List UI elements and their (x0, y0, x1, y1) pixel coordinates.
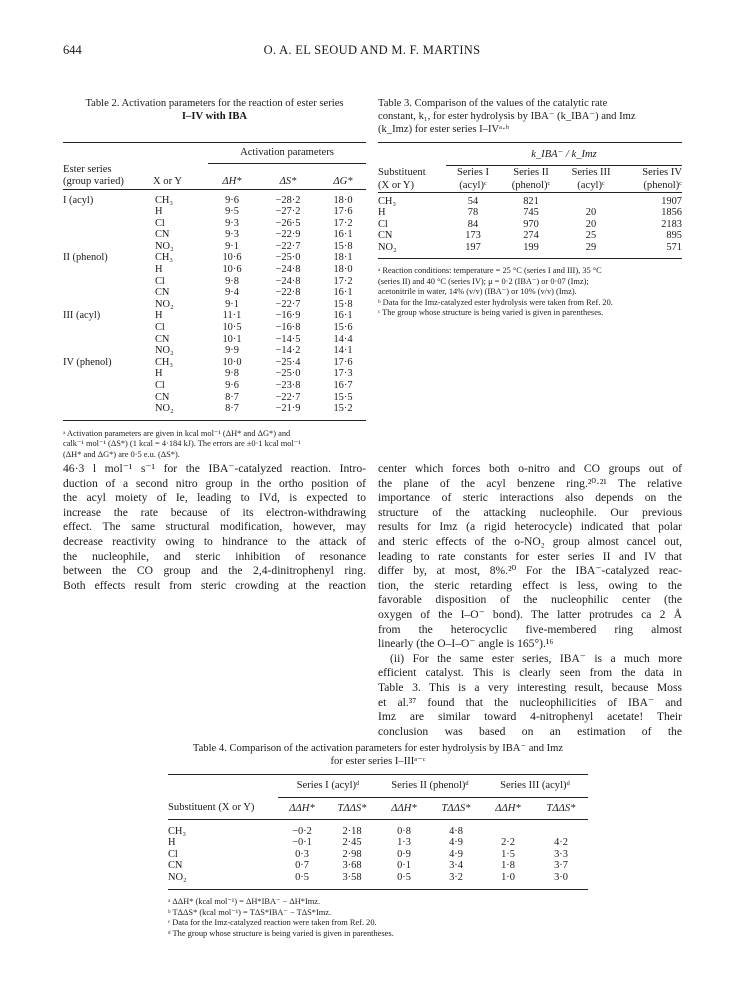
table-row (63, 322, 366, 334)
body-text-left (63, 462, 366, 593)
table-2-dh-cell: 9·8 (225, 368, 239, 380)
table-2-substituent-cell: H (155, 310, 163, 322)
table-4-value-cell: 0·9 (397, 848, 411, 860)
table-4-col-tdds-2: TΔΔS* (441, 802, 471, 814)
table-row (63, 334, 366, 346)
table-2-series-cell (63, 264, 153, 276)
table-3-caption-line-2: constant, k₁, for ester hydrolysis by IBA⁻ (k_IBA⁻) and Imz (378, 111, 636, 122)
table-2-series-cell (63, 218, 153, 230)
table-2-ds-cell: −27·2 (275, 206, 301, 218)
table-2-substituent-cell: H (155, 206, 163, 218)
table-4-value-cell: 2·18 (342, 825, 362, 837)
table-2-series-cell (63, 322, 153, 334)
table-2-dg-cell: 17·6 (333, 206, 353, 218)
table-4-value-cell (482, 826, 534, 838)
table-2-ds-cell: −28·2 (275, 194, 301, 206)
table-3-col-s1-2: (acyl)ᶜ (459, 179, 487, 191)
table-4-value-cell: −0·2 (292, 825, 312, 837)
table-3-caption-line-3: (k_Imz) for ester series I–IVᵃ·ᵇ (378, 124, 509, 135)
body-text-right-line: favorable disposition of the nucleophilic center (the (378, 593, 682, 607)
table-2 (63, 97, 366, 460)
table-2-dg-cell: 15·2 (333, 403, 353, 415)
table-2-ds-cell: −14·2 (275, 345, 301, 357)
table-2-substituent-cell: CN (155, 333, 170, 345)
table-4-footnote-d: ᵈ The group whose structure is being varied is given in parentheses. (168, 928, 394, 938)
table-3-series-2-cell: 199 (523, 241, 539, 253)
table-2-substituent-cell: NO₂ (155, 240, 174, 252)
table-2-substituent-cell: NO₂ (155, 298, 174, 310)
table-3-col-s3: Series III (571, 166, 611, 178)
table-2-col-dg: ΔG* (333, 176, 353, 188)
table-4-grid (168, 775, 588, 890)
table-2-dg-cell: 17·2 (333, 275, 353, 287)
table-2-dh-cell: 9·6 (225, 380, 239, 391)
table-2-series-cell (63, 403, 153, 415)
table-2-dg-cell: 18·0 (333, 264, 353, 276)
table-3-caption (378, 97, 682, 136)
table-2-series-cell (63, 345, 153, 357)
table-4-value-cell: 4·9 (449, 848, 463, 860)
table-2-group-header: Activation parameters (208, 143, 366, 163)
table-2-substituent-cell: CH₃ (155, 252, 174, 264)
table-3-substituent-cell: CN (378, 230, 393, 242)
body-text-right-line: and steric effects of the o-NO₂ group almost cancel out, (378, 534, 682, 548)
table-4-value-cell (534, 826, 588, 838)
table-2-caption (63, 97, 366, 123)
table-4-value-cell: 0·1 (397, 860, 411, 872)
table-3-series-3-cell: 20 (585, 218, 597, 230)
body-text-right-line: structure of the attacking nucleophile. Our previous (378, 505, 682, 519)
table-2-series-cell (63, 229, 153, 241)
table-2-ds-cell: −14·5 (275, 333, 301, 345)
table-3-body (378, 196, 682, 254)
table-row (63, 345, 366, 357)
table-2-substituent-cell: CH₃ (155, 356, 174, 368)
table-row (63, 206, 366, 218)
table-3-col-s1: Series I (456, 166, 490, 178)
table-4-value-cell: 0·3 (295, 848, 309, 860)
table-4-substituent-cell: CN (168, 860, 183, 872)
body-text-right (378, 462, 682, 739)
table-2-substituent-cell: Cl (155, 322, 165, 334)
table-3-series-3-cell (562, 196, 620, 208)
table-4-substituent-cell: NO₂ (168, 871, 187, 883)
table-3-series-3-cell: 25 (585, 230, 597, 242)
table-4-value-cell: 3·68 (342, 860, 362, 872)
table-2-dh-cell: 10·6 (222, 264, 242, 276)
table-2-substituent-cell: NO₂ (155, 345, 174, 357)
table-row (378, 196, 682, 208)
table-3-grid (378, 143, 682, 259)
table-4-col-tdds-1: TΔΔS* (337, 802, 367, 814)
table-2-substituent-cell: Cl (155, 217, 165, 229)
table-row (63, 252, 366, 264)
table-2-dh-cell: 9·1 (225, 298, 239, 310)
body-text-right-line: efficient catalyst. This is clearly seen from the data in (378, 666, 682, 680)
table-2-ds-cell: −22·9 (275, 229, 301, 241)
table-4-substituent-cell: CH₃ (168, 825, 187, 837)
table-4-value-cell: 0·5 (397, 871, 411, 883)
table-3-col-s4-2: (phenol)ᶜ (643, 179, 682, 191)
table-2-ds-cell: −22·7 (275, 240, 301, 252)
table-2-footnote-line-3: (ΔH* and ΔG*) are 0·5 e.u. (ΔS*). (63, 449, 180, 459)
body-text-left-line: the nucleophile, and steric inhibition of resonance (63, 549, 366, 563)
table-2-substituent-cell: Cl (155, 275, 165, 287)
table-4-value-cell: 3·0 (554, 871, 568, 883)
table-2-series-cell (63, 299, 153, 311)
table-2-dg-cell: 16·1 (333, 287, 353, 299)
table-row (63, 229, 366, 241)
body-text-right-line: leading to rate constants for ester series II and IV that (378, 549, 682, 563)
table-2-dh-cell: 10·6 (222, 252, 242, 264)
table-3-series-4-cell: 895 (666, 230, 682, 242)
table-2-series-cell (63, 276, 153, 288)
running-header (63, 43, 681, 63)
table-2-series-cell (63, 206, 153, 218)
table-2-ds-cell: −16·8 (275, 322, 301, 334)
body-text-left-line: 46·3 l mol⁻¹ s⁻¹ for the IBA⁻-catalyzed reaction. Intro- (63, 462, 366, 475)
table-4-col-sub: Substituent (X or Y) (168, 802, 255, 814)
table-2-series-cell (63, 392, 153, 404)
table-4-value-cell: 1·0 (501, 871, 515, 883)
table-2-dh-cell: 10·0 (222, 356, 242, 368)
table-3-ratio-header: k_IBA⁻ / k_Imz (446, 143, 682, 165)
body-text-right-line: et al.³⁷ found that the nucleophilicities of IBA⁻ and (378, 695, 682, 709)
table-2-substituent-cell: CN (155, 287, 170, 299)
table-4-value-cell: 3·4 (449, 860, 463, 872)
table-3-series-2-cell: 274 (523, 230, 539, 242)
table-2-substituent-cell: CH₃ (155, 194, 174, 206)
table-2-ds-cell: −24·8 (275, 264, 301, 276)
table-4-value-cell: 2·98 (342, 848, 362, 860)
table-2-substituent-cell: Cl (155, 380, 165, 391)
table-2-dg-cell: 18·1 (333, 252, 353, 264)
table-3-series-2-cell: 745 (523, 207, 539, 219)
table-2-dh-cell: 8·7 (225, 391, 239, 403)
running-title: O. A. EL SEOUD AND M. F. MARTINS (263, 43, 481, 57)
body-text-right-line: from the heterocyclic five-membered ring almost (378, 622, 682, 636)
table-2-ds-cell: −25·4 (275, 356, 301, 368)
table-2-substituent-cell: CN (155, 391, 170, 403)
table-2-dg-cell: 16·1 (333, 310, 353, 322)
body-text-right-line: results for Imz (a rigid heterocycle) indicated that polar (378, 520, 682, 534)
table-row (168, 837, 588, 849)
table-4-value-cell: 4·8 (449, 825, 463, 837)
table-2-dg-cell: 16·1 (333, 229, 353, 241)
table-4-value-cell: 3·58 (342, 871, 362, 883)
table-2-dh-cell: 9·4 (225, 287, 239, 299)
table-2-footnote-line-2: calk⁻¹ mol⁻¹ (ΔS*) (1 kcal = 4·184 kJ). The errors are ±0·1 kcal mol⁻¹ (63, 439, 301, 449)
table-2-col-xy: X or Y (153, 176, 183, 188)
table-2-dh-cell: 9·3 (225, 229, 239, 241)
table-4-col-tdds-3: TΔΔS* (546, 802, 576, 814)
table-4 (168, 742, 588, 939)
table-row (63, 368, 366, 380)
table-2-series-cell: II (phenol) (63, 252, 108, 264)
table-3-series-1-cell: 84 (467, 218, 479, 230)
table-3-series-4-cell: 1907 (661, 195, 682, 207)
table-2-grid (63, 143, 366, 421)
table-2-dg-cell: 18·0 (333, 194, 353, 206)
table-3-footnote-a2: (series II) and 40 °C (series IV); μ = 0·2 (IBA⁻) or 0·07 (Imz); (378, 276, 589, 286)
table-4-value-cell: 0·5 (295, 871, 309, 883)
body-text-right-line: conclusion was based on an estimation of the (378, 724, 682, 738)
table-2-series-cell (63, 287, 153, 299)
table-3-footnote-a1: ᵃ Reaction conditions: temperature = 25 °C (series I and III), 35 °C (378, 266, 602, 276)
table-2-col-series: Ester series (63, 163, 112, 175)
table-3-col-s2-2: (phenol)ᶜ (511, 179, 551, 191)
table-2-dh-cell: 9·6 (225, 194, 239, 206)
body-text-right-line: the plane of the acyl benzene ring.²⁰·²¹ The relative (378, 476, 682, 490)
table-2-series-cell: IV (phenol) (63, 356, 112, 368)
table-4-col-ddh-3: ΔΔH* (495, 802, 521, 814)
table-2-col-ds: ΔS* (279, 176, 297, 188)
table-row (63, 195, 366, 207)
table-2-series-cell (63, 380, 153, 392)
table-row (63, 310, 366, 322)
table-row (63, 276, 366, 288)
table-2-dg-cell: 16·7 (333, 380, 353, 391)
table-2-substituent-cell: H (155, 264, 163, 276)
table-4-value-cell: 1·8 (501, 860, 515, 872)
table-2-ds-cell: −25·0 (275, 368, 301, 380)
table-row (63, 241, 366, 253)
table-2-footnote-line-1: ᵃ Activation parameters are given in kcal mol⁻¹ (ΔH* and ΔG*) and (63, 428, 291, 438)
table-2-dg-cell: 15·8 (333, 298, 353, 310)
table-2-dh-cell: 10·1 (222, 333, 242, 345)
table-2-dg-cell: 15·8 (333, 240, 353, 252)
table-4-col-ddh-1: ΔΔH* (289, 802, 315, 814)
table-4-value-cell: 1·5 (501, 848, 515, 860)
table-2-series-cell (63, 334, 153, 346)
table-2-series-cell: I (acyl) (63, 194, 94, 206)
body-text-right-line: oxygen of the I–O⁻ bond). The latter protrudes ca 2 Å (378, 607, 682, 621)
table-row (378, 207, 682, 219)
table-3-series-3-cell: 20 (585, 207, 597, 219)
body-text-left-line: between the CO group and the 2,4-dinitrophenyl ring. (63, 564, 366, 578)
table-3-series-4-cell: 571 (666, 241, 682, 253)
table-2-dh-cell: 9·1 (225, 240, 239, 252)
table-4-caption (168, 742, 588, 768)
table-2-footnote (63, 429, 366, 460)
table-4-value-cell: 4·2 (554, 837, 568, 849)
body-text-left-line: decrease reactivity owing to hindrance to the attack of (63, 534, 366, 548)
table-4-value-cell: −0·1 (292, 837, 312, 849)
table-4-value-cell: 3·7 (554, 860, 568, 872)
table-row (168, 860, 588, 872)
table-3-series-1-cell: 78 (467, 207, 479, 219)
table-3-series-3-cell: 29 (585, 241, 597, 253)
table-4-footnote-b: ᵇ TΔΔS* (kcal mol⁻¹) = TΔS*IBA⁻ − TΔS*Imz. (168, 907, 332, 917)
body-text-right-line: Table 3. This is a very interesting result, because Moss (378, 680, 682, 694)
page-number: 644 (63, 43, 82, 57)
table-3-series-2-cell: 970 (523, 218, 539, 230)
table-4-value-cell: 1·3 (397, 837, 411, 849)
table-row (378, 230, 682, 242)
table-3-footnote-a3: acetonitrile in water, 14% (v/v) (IBA⁻) or 10% (v/v) (Imz). (378, 287, 577, 297)
table-4-group-1: Series I (acyl)ᵈ (278, 775, 378, 797)
table-4-footnote-a: ᵃ ΔΔH* (kcal mol⁻¹) = ΔH*IBA⁻ − ΔH*Imz. (168, 897, 321, 907)
table-3-substituent-cell: CH₃ (378, 195, 397, 207)
table-3-series-1-cell: 54 (467, 195, 479, 207)
table-4-footnotes (168, 897, 588, 939)
body-text-right-line: (ii) For the same ester series, IBA⁻ is a much more (390, 651, 682, 665)
table-2-dg-cell: 17·3 (333, 368, 353, 380)
table-4-group-3: Series III (acyl)ᵈ (482, 775, 588, 797)
table-row (63, 392, 366, 404)
table-2-dg-cell: 15·5 (333, 391, 353, 403)
body-text-right-line: center which forces both o-nitro and CO groups out of (378, 462, 682, 475)
table-row (63, 403, 366, 415)
table-4-value-cell: 2·2 (501, 837, 515, 849)
table-2-ds-cell: −24·8 (275, 275, 301, 287)
table-2-substituent-cell: NO₂ (155, 403, 174, 415)
table-2-dh-cell: 9·3 (225, 217, 239, 229)
table-row (168, 872, 588, 884)
body-text-right-line: Imz are similar toward 4-nitrophenyl acetate! Their (378, 710, 682, 724)
table-2-dg-cell: 17·6 (333, 356, 353, 368)
table-2-ds-cell: −23·8 (275, 380, 301, 391)
table-3-series-4-cell: 2183 (661, 218, 682, 230)
table-3-footnotes (378, 266, 682, 318)
table-row (378, 242, 682, 254)
table-3-col-sub-2: (X or Y) (378, 179, 415, 191)
table-4-substituent-cell: Cl (168, 848, 178, 860)
table-2-dg-cell: 17·2 (333, 217, 353, 229)
table-2-ds-cell: −21·9 (275, 403, 301, 415)
table-3-footnote-c: ᶜ The group whose structure is being varied is given in parentheses. (378, 308, 604, 318)
table-2-ds-cell: −22·7 (275, 298, 301, 310)
table-3-substituent-cell: NO₂ (378, 241, 397, 253)
table-4-value-cell: 3·3 (554, 848, 568, 860)
table-2-dg-cell: 14·1 (333, 345, 353, 357)
table-2-dh-cell: 9·5 (225, 206, 239, 218)
table-4-group-2: Series II (phenol)ᵈ (378, 775, 482, 797)
table-3-series-4-cell: 1856 (661, 207, 682, 219)
table-3-substituent-cell: Cl (378, 218, 388, 230)
table-2-series-cell: III (acyl) (63, 310, 101, 322)
table-2-ds-cell: −16·9 (275, 310, 301, 322)
table-row (63, 218, 366, 230)
table-3-footnote-b: ᵇ Data for the Imz-catalyzed ester hydrolysis were taken from Ref. 20. (378, 297, 613, 307)
table-2-ds-cell: −22·7 (275, 391, 301, 403)
table-4-value-cell: 3·2 (449, 871, 463, 883)
table-2-ds-cell: −26·5 (275, 217, 301, 229)
table-row (63, 264, 366, 276)
table-2-caption-line-1: Table 2. Activation parameters for the reaction of ester series (85, 98, 344, 109)
table-2-body (63, 195, 366, 415)
table-2-series-cell (63, 368, 153, 380)
body-text-left-line: the acyl moiety of Ie, leading to IVd, is expected to (63, 491, 366, 505)
body-text-left-line: Both effects result from steric crowding at the reaction (63, 578, 366, 592)
table-3-col-s2: Series II (513, 166, 549, 178)
table-4-value-cell: 2·45 (342, 837, 362, 849)
table-4-value-cell: 0·8 (397, 825, 411, 837)
table-row (63, 380, 366, 392)
table-3 (378, 97, 682, 319)
table-2-caption-line-2: I–IV with IBA (181, 111, 248, 122)
table-3-series-1-cell: 197 (465, 241, 481, 253)
body-text-right-line: tion, the steric retarding effect is less, owing to the (378, 578, 682, 592)
table-4-body (168, 826, 588, 884)
table-2-dh-cell: 9·8 (225, 275, 239, 287)
table-3-col-s4: Series IV (642, 166, 682, 178)
table-3-substituent-cell: H (378, 207, 386, 219)
table-2-ds-cell: −22·8 (275, 287, 301, 299)
table-row (168, 826, 588, 838)
table-row (63, 287, 366, 299)
table-2-substituent-cell: CN (155, 229, 170, 241)
body-text-right-line: importance of steric interactions also depends on the (378, 491, 682, 505)
table-2-ds-cell: −25·0 (275, 252, 301, 264)
table-3-series-2-cell: 821 (523, 195, 539, 207)
body-text-right-line: linearly (the O–I–O⁻ angle is 165°).¹⁶ (378, 637, 554, 651)
table-3-series-1-cell: 173 (465, 230, 481, 242)
body-text-left-line: increase the rate because of its electron-withdrawing (63, 505, 366, 519)
table-4-caption-line-2: for ester series I–IIIᵃ⁻ᶜ (330, 756, 426, 767)
table-row (168, 849, 588, 861)
table-row (63, 357, 366, 369)
table-row (63, 299, 366, 311)
table-4-col-ddh-2: ΔΔH* (391, 802, 417, 814)
table-4-caption-line-1: Table 4. Comparison of the activation parameters for ester hydrolysis by IBA⁻ and Imz (192, 743, 564, 754)
table-2-dg-cell: 15·6 (333, 322, 353, 334)
table-2-dh-cell: 8·7 (225, 403, 239, 415)
body-text-right-line: differ by, at most, 8%.²⁰ For the IBA⁻-catalyzed reac- (378, 564, 682, 578)
table-2-dh-cell: 9·9 (225, 345, 239, 357)
table-4-value-cell: 4·9 (449, 837, 463, 849)
table-3-caption-line-1: Table 3. Comparison of the values of the catalytic rate (378, 98, 608, 109)
table-2-dh-cell: 10·5 (222, 322, 242, 334)
table-row (378, 219, 682, 231)
body-text-left-line: effect. The same structural modification, however, may (63, 520, 366, 534)
table-2-col-dh: ΔH* (222, 176, 242, 188)
body-text-left-line: duction of a second nitro group in the ortho position of (63, 476, 366, 490)
table-2-dg-cell: 14·4 (333, 333, 353, 345)
table-2-series-cell (63, 241, 153, 253)
table-4-value-cell: 0·7 (295, 860, 309, 872)
table-2-dh-cell: 11·1 (222, 310, 242, 322)
table-3-col-sub: Substituent (378, 166, 426, 178)
table-4-substituent-cell: H (168, 837, 176, 849)
table-4-footnote-c: ᶜ Data for the Imz-catalyzed reaction were taken from Ref. 20. (168, 918, 377, 928)
table-3-col-s3-2: (acyl)ᶜ (577, 179, 605, 191)
table-2-col-series-sub: (group varied) (63, 176, 124, 188)
table-2-substituent-cell: H (155, 368, 163, 380)
